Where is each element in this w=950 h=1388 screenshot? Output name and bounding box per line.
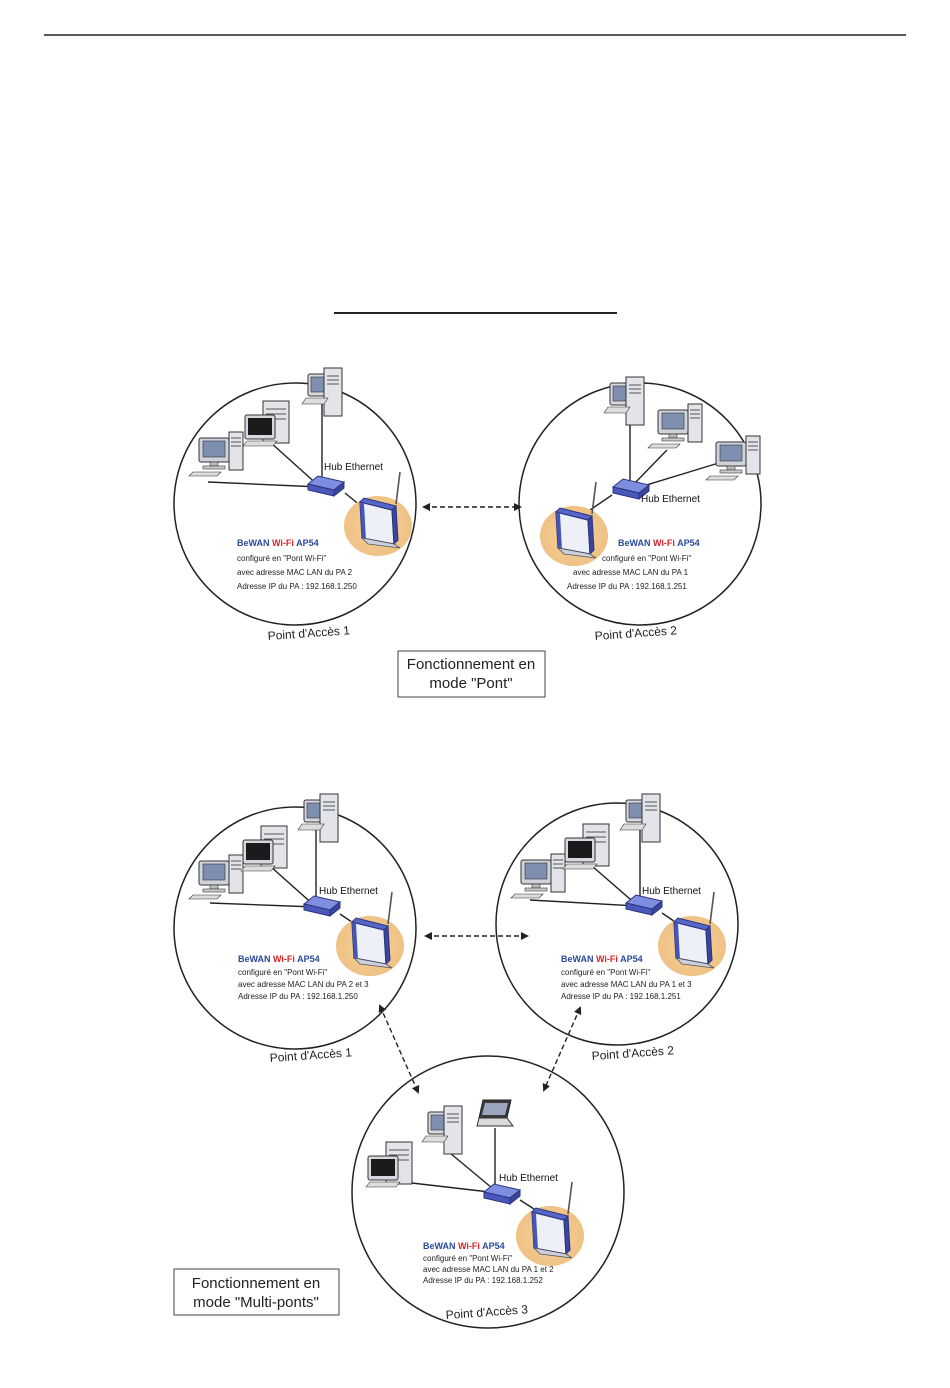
device-info-line: avec adresse MAC LAN du PA 1 et 3 bbox=[561, 980, 692, 989]
device-info-line: Adresse IP du PA : 192.168.1.250 bbox=[237, 582, 357, 591]
device-info-line: Adresse IP du PA : 192.168.1.250 bbox=[238, 992, 358, 1001]
tower-computer-icon bbox=[604, 377, 644, 425]
access-point-label: Point d'Accès 1 bbox=[269, 1045, 353, 1065]
hub-label: Hub Ethernet bbox=[319, 886, 378, 897]
hub-label: Hub Ethernet bbox=[641, 494, 700, 505]
device-brand: BeWAN Wi-Fi AP54 bbox=[423, 1241, 505, 1251]
access-point-label: Point d'Accès 2 bbox=[594, 623, 678, 643]
device-brand: BeWAN Wi-Fi AP54 bbox=[618, 538, 700, 548]
ethernet-hub-icon bbox=[308, 476, 344, 496]
desktop-computer-icon bbox=[243, 401, 289, 446]
device-info-line: Adresse IP du PA : 192.168.1.251 bbox=[561, 992, 681, 1001]
device-info-line: avec adresse MAC LAN du PA 2 et 3 bbox=[238, 980, 369, 989]
mode-caption-line: Fonctionnement en bbox=[406, 656, 536, 673]
access-point-cell-3 bbox=[352, 1056, 624, 1328]
desktop-computer-icon bbox=[241, 826, 287, 871]
desktop-computer-icon bbox=[366, 1142, 412, 1187]
ethernet-hub-icon bbox=[304, 896, 340, 916]
wifi-access-point-icon bbox=[344, 472, 412, 556]
ethernet-hub-icon bbox=[484, 1184, 520, 1204]
desktop-computer-icon bbox=[706, 436, 760, 480]
tower-computer-icon bbox=[298, 794, 338, 842]
device-brand: BeWAN Wi-Fi AP54 bbox=[237, 538, 319, 548]
ethernet-hub-icon bbox=[626, 895, 662, 915]
device-info-line: configuré en "Pont Wi-Fi" bbox=[561, 968, 651, 977]
mode-caption-line: mode "Pont" bbox=[429, 675, 513, 692]
mode-caption-line: mode "Multi-ponts" bbox=[193, 1294, 319, 1311]
access-point-label: Point d'Accès 3 bbox=[445, 1302, 529, 1322]
device-info-line: configuré en "Pont Wi-Fi" bbox=[423, 1254, 513, 1263]
mode-caption-box bbox=[174, 1269, 339, 1315]
wifi-access-point-icon bbox=[540, 482, 608, 566]
hub-label: Hub Ethernet bbox=[499, 1173, 558, 1184]
device-info-line: avec adresse MAC LAN du PA 1 bbox=[573, 568, 689, 577]
device-brand: BeWAN Wi-Fi AP54 bbox=[238, 954, 320, 964]
desktop-computer-icon bbox=[648, 404, 702, 448]
device-info-line: Adresse IP du PA : 192.168.1.251 bbox=[567, 582, 687, 591]
device-info-line: configuré en "Pont Wi-Fi" bbox=[602, 554, 692, 563]
access-point-cell-1 bbox=[174, 794, 416, 1065]
wifi-access-point-icon bbox=[336, 892, 404, 976]
desktop-computer-icon bbox=[563, 824, 609, 869]
device-info-line: Adresse IP du PA : 192.168.1.252 bbox=[423, 1276, 543, 1285]
mode-caption-line: Fonctionnement en bbox=[191, 1275, 321, 1292]
hub-label: Hub Ethernet bbox=[324, 462, 383, 473]
laptop-icon bbox=[477, 1100, 513, 1126]
wifi-access-point-icon bbox=[516, 1182, 584, 1266]
device-brand: BeWAN Wi-Fi AP54 bbox=[561, 954, 643, 964]
access-point-cell-1 bbox=[174, 368, 416, 643]
wifi-access-point-icon bbox=[658, 892, 726, 976]
tower-computer-icon bbox=[422, 1106, 462, 1154]
hub-label: Hub Ethernet bbox=[642, 886, 701, 897]
device-info-line: avec adresse MAC LAN du PA 1 et 2 bbox=[423, 1265, 554, 1274]
desktop-computer-icon bbox=[189, 432, 243, 476]
access-point-cell-2 bbox=[496, 794, 738, 1063]
access-point-label: Point d'Accès 1 bbox=[267, 623, 351, 643]
device-info-line: configuré en "Pont Wi-Fi" bbox=[238, 968, 328, 977]
access-point-cell-2 bbox=[519, 377, 761, 643]
desktop-computer-icon bbox=[189, 855, 243, 899]
desktop-computer-icon bbox=[511, 854, 565, 898]
diagram-pont bbox=[174, 368, 761, 697]
device-info-line: configuré en "Pont Wi-Fi" bbox=[237, 554, 327, 563]
access-point-label: Point d'Accès 2 bbox=[591, 1043, 675, 1063]
mode-caption-box bbox=[398, 651, 545, 697]
diagram-multi-ponts bbox=[174, 794, 738, 1328]
device-info-line: avec adresse MAC LAN du PA 2 bbox=[237, 568, 353, 577]
